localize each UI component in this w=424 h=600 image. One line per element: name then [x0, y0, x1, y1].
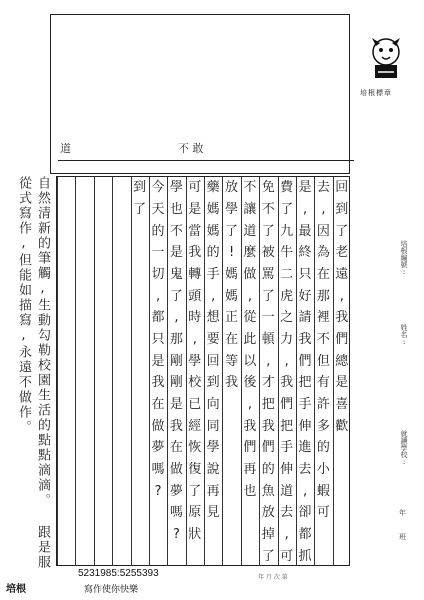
draft-char: 道 [60, 142, 71, 155]
grid-char: 的 [261, 461, 275, 477]
grid-char: , [155, 288, 161, 304]
label-name: 姓名: [400, 324, 408, 346]
grid-char: 好 [298, 288, 312, 304]
grid-char: 正 [225, 310, 239, 326]
grid-char: , [192, 331, 197, 347]
grid-char: 切 [151, 266, 165, 282]
grid-char: 我 [335, 310, 349, 326]
grid-char: 媽 [206, 223, 220, 239]
grid-char: 多 [316, 418, 330, 434]
writing-grid [56, 176, 350, 566]
grid-char: 今 [151, 180, 165, 196]
grid-char: 媽 [225, 266, 239, 282]
grid-char: 有 [316, 375, 330, 391]
grid-char: 二 [280, 266, 294, 282]
grid-char: 可 [188, 180, 202, 196]
grid-char: 可 [316, 505, 330, 521]
grid-char: 夢 [169, 483, 183, 499]
grid-line [112, 177, 113, 565]
grid-char: 想 [206, 310, 220, 326]
grid-char: 們 [335, 331, 349, 347]
grid-char: 放 [261, 505, 275, 521]
grid-char: 可 [280, 548, 294, 564]
label-class: 班 [399, 533, 406, 541]
grid-char: 把 [261, 396, 275, 412]
grid-char: 只 [298, 266, 312, 282]
grid-char: 麼 [243, 245, 257, 261]
stamp-caption: 培根標章 [360, 89, 392, 97]
grid-char: , [321, 201, 326, 217]
grid-char: 不 [169, 223, 183, 239]
comment-line: 跟是服從式寫作,但能如描寫,永遠不做作。 [16, 176, 50, 570]
grid-char: 再 [206, 483, 220, 499]
grid-char: 在 [151, 396, 165, 412]
grid-char: 只 [151, 331, 165, 347]
grid-char: 總 [335, 353, 349, 369]
grid-char: 因 [316, 223, 330, 239]
teacher-comment [12, 176, 52, 572]
grid-char: 了 [261, 548, 275, 564]
grid-char: 到 [335, 201, 349, 217]
grid-char: 剛 [169, 353, 183, 369]
grid-char: 嗎 [151, 461, 165, 477]
grid-char: 到 [133, 180, 147, 196]
grid-char: 們 [298, 353, 312, 369]
grid-char: ? [172, 526, 180, 542]
grid-line [75, 177, 76, 565]
grid-char: 我 [151, 375, 165, 391]
grid-char: 那 [169, 331, 183, 347]
grid-char: 狀 [188, 526, 202, 542]
grid-char: 頭 [188, 288, 202, 304]
grid-char: 小 [316, 461, 330, 477]
grid-char: 從 [243, 310, 257, 326]
grid-char: 我 [225, 375, 239, 391]
grid-char: 了 [133, 201, 147, 217]
grid-char: 手 [280, 440, 294, 456]
grid-char: 了 [188, 483, 202, 499]
grid-char: 原 [188, 505, 202, 521]
grid-char: 媽 [206, 201, 220, 217]
grid-char: 學 [225, 201, 239, 217]
draft-chars [60, 140, 204, 156]
grid-char: 剛 [169, 375, 183, 391]
grid-char: 媽 [225, 288, 239, 304]
grid-char: 都 [298, 526, 312, 542]
grid-char: 了 [169, 288, 183, 304]
grid-char: ? [154, 483, 162, 499]
grid-char: 藥 [206, 180, 220, 196]
label-school: 就讀學校: [400, 430, 408, 466]
grid-line [94, 177, 95, 565]
grid-char: 去 [316, 180, 330, 196]
grid-char: 回 [335, 180, 349, 196]
grid-char: 了 [335, 223, 349, 239]
grid-char: 之 [280, 310, 294, 326]
phone-numbers: 5231985:5255393 [78, 568, 159, 579]
grid-char: 見 [206, 505, 220, 521]
grid-char: 裡 [316, 310, 330, 326]
grid-char: 恢 [188, 440, 202, 456]
grid-char: 做 [151, 418, 165, 434]
grid-char: 向 [206, 396, 220, 412]
grid-char: 學 [206, 440, 220, 456]
grid-char: 抓 [298, 548, 312, 564]
grid-char: 夢 [151, 440, 165, 456]
grid-char: 在 [169, 440, 183, 456]
grid-char: 後 [243, 375, 257, 391]
grid-char: , [247, 396, 252, 412]
grid-char: 不 [316, 331, 330, 347]
grid-char: 們 [280, 396, 294, 412]
grid-char: 學 [169, 180, 183, 196]
grid-char: 也 [243, 483, 257, 499]
grid-char: 轉 [188, 266, 202, 282]
grid-char: 去 [280, 505, 294, 521]
grid-char: 回 [206, 353, 220, 369]
grid-char: 的 [206, 245, 220, 261]
grid-char: ! [228, 245, 235, 261]
grid-char: 嗎 [169, 505, 183, 521]
grid-char: , [284, 353, 289, 369]
grid-char: 喜 [335, 396, 349, 412]
grid-char: 都 [151, 310, 165, 326]
grid-char: 是 [169, 245, 183, 261]
grid-char: 也 [169, 201, 183, 217]
grid-char: , [266, 353, 271, 369]
grid-char: 罵 [261, 266, 275, 282]
grid-char: 鬼 [169, 266, 183, 282]
grid-char: 一 [261, 310, 275, 326]
grid-char: 到 [206, 375, 220, 391]
grid-char: , [339, 288, 344, 304]
grid-char: 再 [243, 461, 257, 477]
grid-char: , [174, 310, 179, 326]
grid-line [131, 177, 132, 565]
grid-char: 此 [243, 331, 257, 347]
grid-char: 是 [335, 375, 349, 391]
grid-char: 終 [298, 245, 312, 261]
grid-char: , [302, 201, 308, 217]
brand-logo: 培根 [6, 584, 26, 595]
grid-char: 等 [225, 353, 239, 369]
grid-char: 才 [261, 375, 275, 391]
grid-char: 手 [298, 396, 312, 412]
grid-char: 我 [188, 245, 202, 261]
grid-char: 老 [335, 245, 349, 261]
grid-char: 為 [316, 245, 330, 261]
grid-char: 蝦 [316, 483, 330, 499]
grid-char: 以 [243, 353, 257, 369]
grid-char: 我 [169, 418, 183, 434]
grid-char: 我 [298, 331, 312, 347]
grid-char: 費 [280, 180, 294, 196]
grid-char: 說 [206, 461, 220, 477]
grid-char: 做 [169, 461, 183, 477]
grid-char: 那 [316, 288, 330, 304]
label-bagen-id: 培根編號: [400, 240, 408, 276]
grid-char: 是 [188, 201, 202, 217]
grid-char: 當 [188, 223, 202, 239]
grid-char: 們 [243, 440, 257, 456]
grid-char: 經 [188, 418, 202, 434]
grid-char: 是 [151, 353, 165, 369]
grid-char: 不 [261, 201, 275, 217]
grid-char: , [284, 526, 289, 542]
grid-char: 天 [151, 201, 165, 217]
grid-char: 把 [298, 375, 312, 391]
grid-char: 復 [188, 461, 202, 477]
grid-char: 已 [188, 396, 202, 412]
label-grade: 年 [399, 509, 406, 517]
grid-char: 掉 [261, 526, 275, 542]
draft-char: 不 [178, 142, 189, 155]
grid-char: 一 [151, 245, 165, 261]
grid-char: 九 [280, 223, 294, 239]
grid-char: 同 [206, 418, 220, 434]
page-marks: 年 月 次 第 [258, 574, 288, 581]
grid-char: 許 [316, 396, 330, 412]
grid-char: 虎 [280, 288, 294, 304]
grid-char: 我 [280, 375, 294, 391]
grid-char: 在 [316, 266, 330, 282]
grid-char: , [211, 288, 216, 304]
grid-char: 遠 [335, 266, 349, 282]
grid-char: 了 [225, 223, 239, 239]
grid-line [57, 177, 58, 565]
grid-char: 了 [261, 288, 275, 304]
draft-divider [58, 160, 354, 161]
grid-char: 我 [261, 418, 275, 434]
slogan: 寫作使你快樂 [84, 585, 139, 595]
grid-char: 卻 [298, 505, 312, 521]
grid-char: 去 [298, 461, 312, 477]
grid-char: 我 [243, 418, 257, 434]
grid-char: 牛 [280, 245, 294, 261]
grid-char: 做 [243, 266, 257, 282]
draft-char: 敢 [192, 142, 204, 155]
grid-char: 放 [225, 180, 239, 196]
grid-char: 但 [316, 353, 330, 369]
grid-char: 伸 [298, 418, 312, 434]
grid-char: 要 [206, 331, 220, 347]
grid-char: 校 [188, 375, 202, 391]
grid-char: , [302, 483, 308, 499]
side-labels [355, 240, 415, 570]
grid-char: 把 [280, 418, 294, 434]
grid-char: 了 [280, 201, 294, 217]
comment-line: 自然清新的筆觸,生動勾勒校園生活的點點滴滴。 [35, 176, 50, 508]
grid-char: 了 [261, 223, 275, 239]
grid-char: 的 [151, 223, 165, 239]
grid-char: 時 [188, 310, 202, 326]
grid-char: 免 [261, 180, 275, 196]
grid-char: 頓 [261, 331, 275, 347]
grid-char: 道 [243, 223, 257, 239]
grid-char: 是 [298, 180, 312, 196]
grid-char: 手 [206, 266, 220, 282]
award-stamp-icon [362, 32, 410, 84]
grid-char: 伸 [280, 461, 294, 477]
grid-char: 進 [298, 440, 312, 456]
grid-char: 最 [298, 223, 312, 239]
grid-char: 被 [261, 245, 275, 261]
grid-char: 學 [188, 353, 202, 369]
grid-char: , [247, 288, 252, 304]
grid-char: 在 [225, 331, 239, 347]
grid-char: 道 [280, 483, 294, 499]
grid-char: 歡 [335, 418, 349, 434]
grid-char: 的 [316, 440, 330, 456]
grid-char: 魚 [261, 483, 275, 499]
grid-char: 不 [243, 180, 257, 196]
grid-char: 請 [298, 310, 312, 326]
grid-char: 力 [280, 331, 294, 347]
grid-char: 們 [261, 440, 275, 456]
grid-char: 讓 [243, 201, 257, 217]
grid-char: 是 [169, 396, 183, 412]
